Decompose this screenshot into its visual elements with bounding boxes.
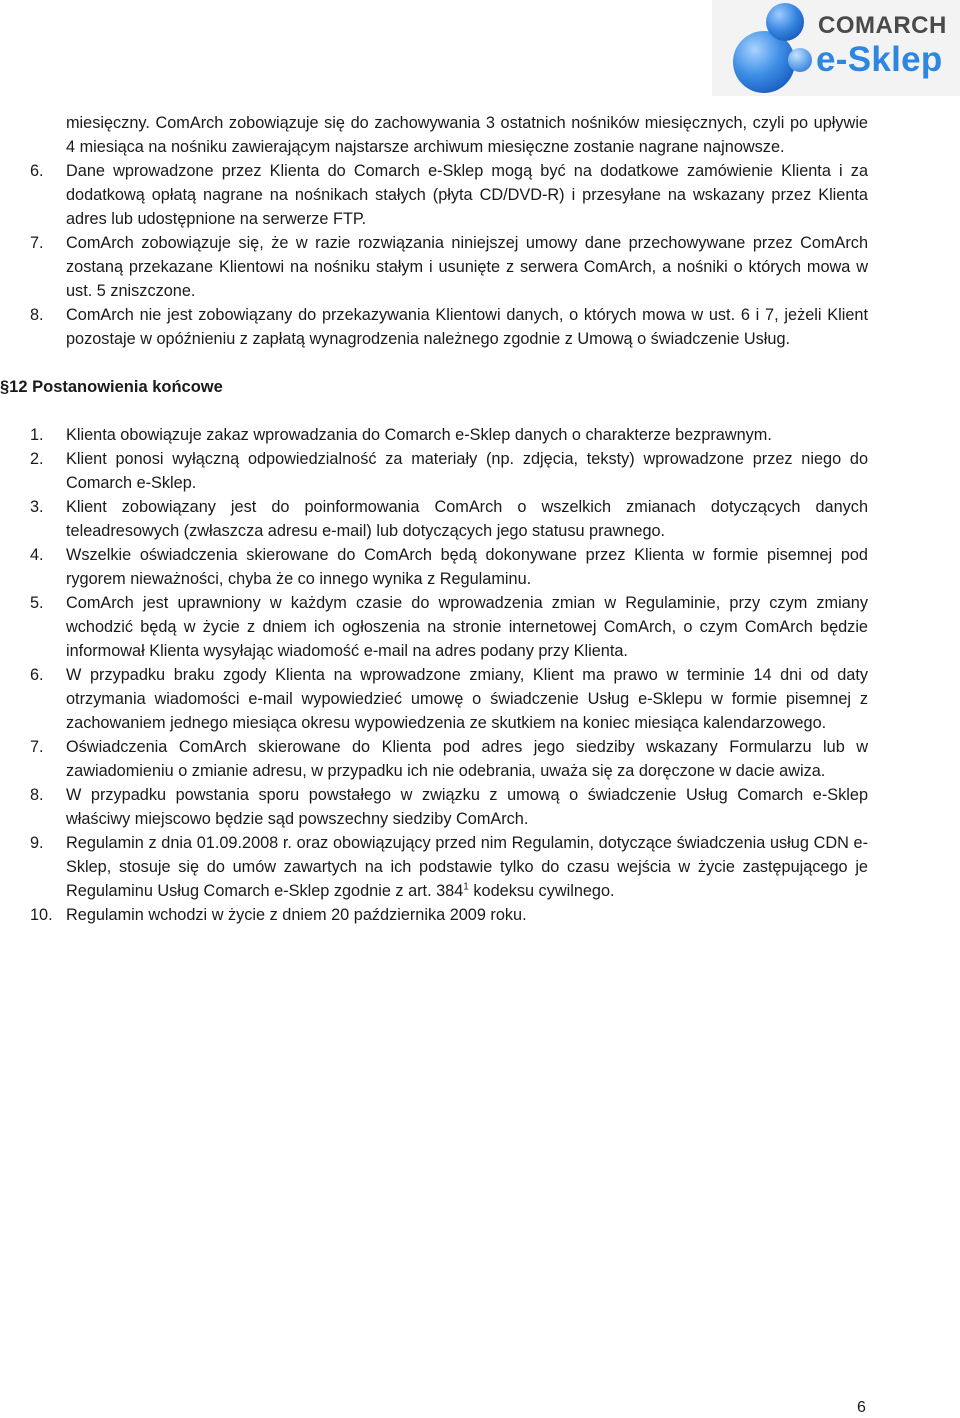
- list-item-text: ComArch zobowiązuje się, że w razie rozwiązania niniejszej umowy dane przechowywane przez ComArch zostaną przekazane Klientowi na nośniku stałym i usunięte z serwera ComArch, a nośniki o których mowa w ust. 5 zniszczone.: [66, 234, 868, 300]
- list-item: [30, 303, 868, 351]
- list-item-text: ComArch nie jest zobowiązany do przekazywania Klientowi danych, o których mowa w ust. 6 i 7, jeżeli Klient pozostaje w opóźnieniu z zapłatą wynagrodzenia należnego zgodnie z Umową o świadczenie Usług.: [66, 306, 868, 348]
- list-final-provisions: [30, 423, 868, 927]
- list-item-text: Oświadczenia ComArch skierowane do Klienta pod adres jego siedziby wskazany Formularzu lub w zawiadomieniu o zmianie adresu, w przypadku ich nie odebrania, uważa się za doręczone w dacie awiza.: [66, 738, 868, 780]
- list-item-number: 4.: [30, 546, 44, 564]
- list-item-number: 5.: [30, 594, 44, 612]
- list-item: [30, 903, 868, 927]
- list-item: [30, 663, 868, 735]
- logo-product-text: e-Sklep: [816, 40, 943, 79]
- list-item-text: Klient zobowiązany jest do poinformowania ComArch o wszelkich zmianach dotyczących danych teleadresowych (zwłaszcza adresu e-mail) lub dotyczących jego statusu prawnego.: [66, 498, 868, 540]
- section-heading: §12 Postanowienia końcowe: [0, 378, 223, 396]
- list-item-text: Dane wprowadzone przez Klienta do Comarch e-Sklep mogą być na dodatkowe zamówienie Klienta i za dodatkową opłatą nagrane na nośnikach stałych (płyta CD/DVD-R) i przesyłane na wskazany przez Klienta adres lub udostępnione na serwerze FTP.: [66, 162, 868, 228]
- list-item: [30, 159, 868, 231]
- footnote-superscript: 1: [463, 881, 469, 893]
- list-item: [30, 783, 868, 831]
- list-item-number: 8.: [30, 306, 44, 324]
- document-body: [0, 111, 868, 927]
- list-item-number: 7.: [30, 738, 44, 756]
- continuation-paragraph: miesięczny. ComArch zobowiązuje się do zachowywania 3 ostatnich nośników miesięcznych, czyli po upływie 4 miesiąca na nośniku zawierającym najstarsze archiwum miesięczne zostanie nagrane najnowsze.: [66, 114, 868, 156]
- list-item-text-continued: kodeksu cywilnego.: [468, 882, 615, 900]
- page-number: 6: [857, 1399, 866, 1416]
- list-item: [30, 447, 868, 495]
- list-item: [30, 231, 868, 303]
- list-item-number: 7.: [30, 234, 44, 252]
- logo-bubbles-icon: [712, 0, 822, 96]
- list-item-text: W przypadku powstania sporu powstałego w związku z umową o świadczenie Usług Comarch e-Sklep właściwy miejscowo będzie sąd powszechny siedziby ComArch.: [66, 786, 868, 828]
- list-item: [30, 423, 868, 447]
- comarch-e-sklep-logo: [712, 0, 960, 96]
- logo-brand-text: COMARCH: [818, 12, 947, 39]
- list-item-number: 10.: [30, 906, 53, 924]
- list-top: [30, 159, 868, 351]
- list-item-number: 3.: [30, 498, 44, 516]
- list-item-text: Regulamin wchodzi w życie z dniem 20 października 2009 roku.: [66, 906, 527, 924]
- list-item-text: Klienta obowiązuje zakaz wprowadzania do Comarch e-Sklep danych o charakterze bezprawnym.: [66, 426, 772, 444]
- list-item: [30, 831, 868, 903]
- list-item-number: 6.: [30, 162, 44, 180]
- list-item: [30, 735, 868, 783]
- list-item-text: W przypadku braku zgody Klienta na wprowadzone zmiany, Klient ma prawo w terminie 14 dni od daty otrzymania wiadomości e-mail wypowiedzieć umowę o świadczenie Usług e-Sklepu w formie pisemnej z zachowaniem jednego miesiąca okresu wypowiedzenia ze skutkiem na koniec miesiąca kalendarzowego.: [66, 666, 868, 732]
- list-item-number: 8.: [30, 786, 44, 804]
- list-item-text: Wszelkie oświadczenia skierowane do ComArch będą dokonywane przez Klienta w formie pisemnej pod rygorem nieważności, chyba że co innego wynika z Regulaminu.: [66, 546, 868, 588]
- list-item: [30, 543, 868, 591]
- list-item-number: 9.: [30, 834, 44, 852]
- list-item: [30, 591, 868, 663]
- list-item-text: Klient ponosi wyłączną odpowiedzialność za materiały (np. zdjęcia, teksty) wprowadzone przez niego do Comarch e-Sklep.: [66, 450, 868, 492]
- list-item-text: Regulamin z dnia 01.09.2008 r. oraz obowiązujący przed nim Regulamin, dotyczące świadczenia usług CDN e-Sklep, stosuje się do umów zawartych na ich podstawie tylko do czasu wejścia w życie zastępującego je Regulaminu Usług Comarch e-Sklep zgodnie z art. 384: [66, 834, 868, 900]
- list-item-text: ComArch jest uprawniony w każdym czasie do wprowadzenia zmian w Regulaminie, przy czym zmiany wchodzić będą w życie z dniem ich ogłoszenia na stronie internetowej ComArch, o czym ComArch będzie informował Klienta wysyłając wiadomość e-mail na adres podany przy Klienta.: [66, 594, 868, 660]
- list-item-number: 1.: [30, 426, 44, 444]
- list-item-number: 6.: [30, 666, 44, 684]
- list-item: [30, 495, 868, 543]
- list-item-number: 2.: [30, 450, 44, 468]
